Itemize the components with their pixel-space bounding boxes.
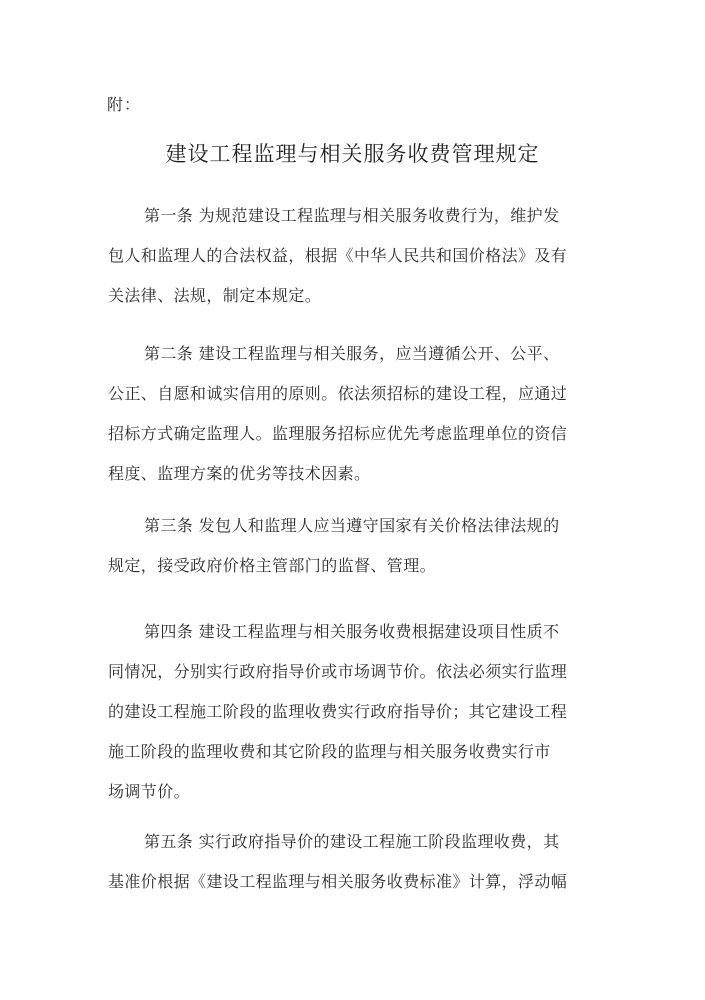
article-line: 同情况，分别实行政府指导价或市场调节价。依法必须实行监理	[108, 662, 568, 681]
article-line: 招标方式确定监理人。监理服务招标应优先考虑监理单位的资信	[108, 424, 568, 443]
attachment-note: 附：	[107, 95, 142, 114]
article-line: 第四条 建设工程监理与相关服务收费根据建设项目性质不	[144, 622, 560, 641]
article-3	[108, 506, 600, 586]
article-line: 公正、自愿和诚实信用的原则。依法须招标的建设工程，应通过	[108, 384, 568, 403]
article-line: 包人和监理人的合法权益，根据《中华人民共和国价格法》及有	[108, 246, 568, 265]
document-title: 建设工程监理与相关服务收费管理规定	[165, 142, 540, 166]
article-line: 程度、监理方案的优劣等技术因素。	[108, 464, 371, 483]
article-line: 的建设工程施工阶段的监理收费实行政府指导价；其它建设工程	[108, 702, 568, 721]
article-5	[108, 822, 600, 902]
article-line: 第三条 发包人和监理人应当遵守国家有关价格法律法规的	[144, 516, 560, 535]
article-line: 第一条 为规范建设工程监理与相关服务收费行为，维护发	[144, 206, 560, 225]
article-4	[108, 612, 600, 812]
article-1	[108, 196, 600, 316]
article-line: 第二条 建设工程监理与相关服务，应当遵循公开、公平、	[144, 344, 560, 363]
article-line: 场调节价。	[108, 782, 191, 801]
article-2	[108, 334, 600, 494]
article-line: 规定，接受政府价格主管部门的监督、管理。	[108, 556, 437, 575]
article-line: 基准价根据《建设工程监理与相关服务收费标准》计算，浮动幅	[108, 872, 568, 891]
article-line: 施工阶段的监理收费和其它阶段的监理与相关服务收费实行市	[108, 742, 551, 761]
article-line: 第五条 实行政府指导价的建设工程施工阶段监理收费，其	[144, 832, 560, 851]
article-line: 关法律、法规，制定本规定。	[108, 286, 322, 305]
